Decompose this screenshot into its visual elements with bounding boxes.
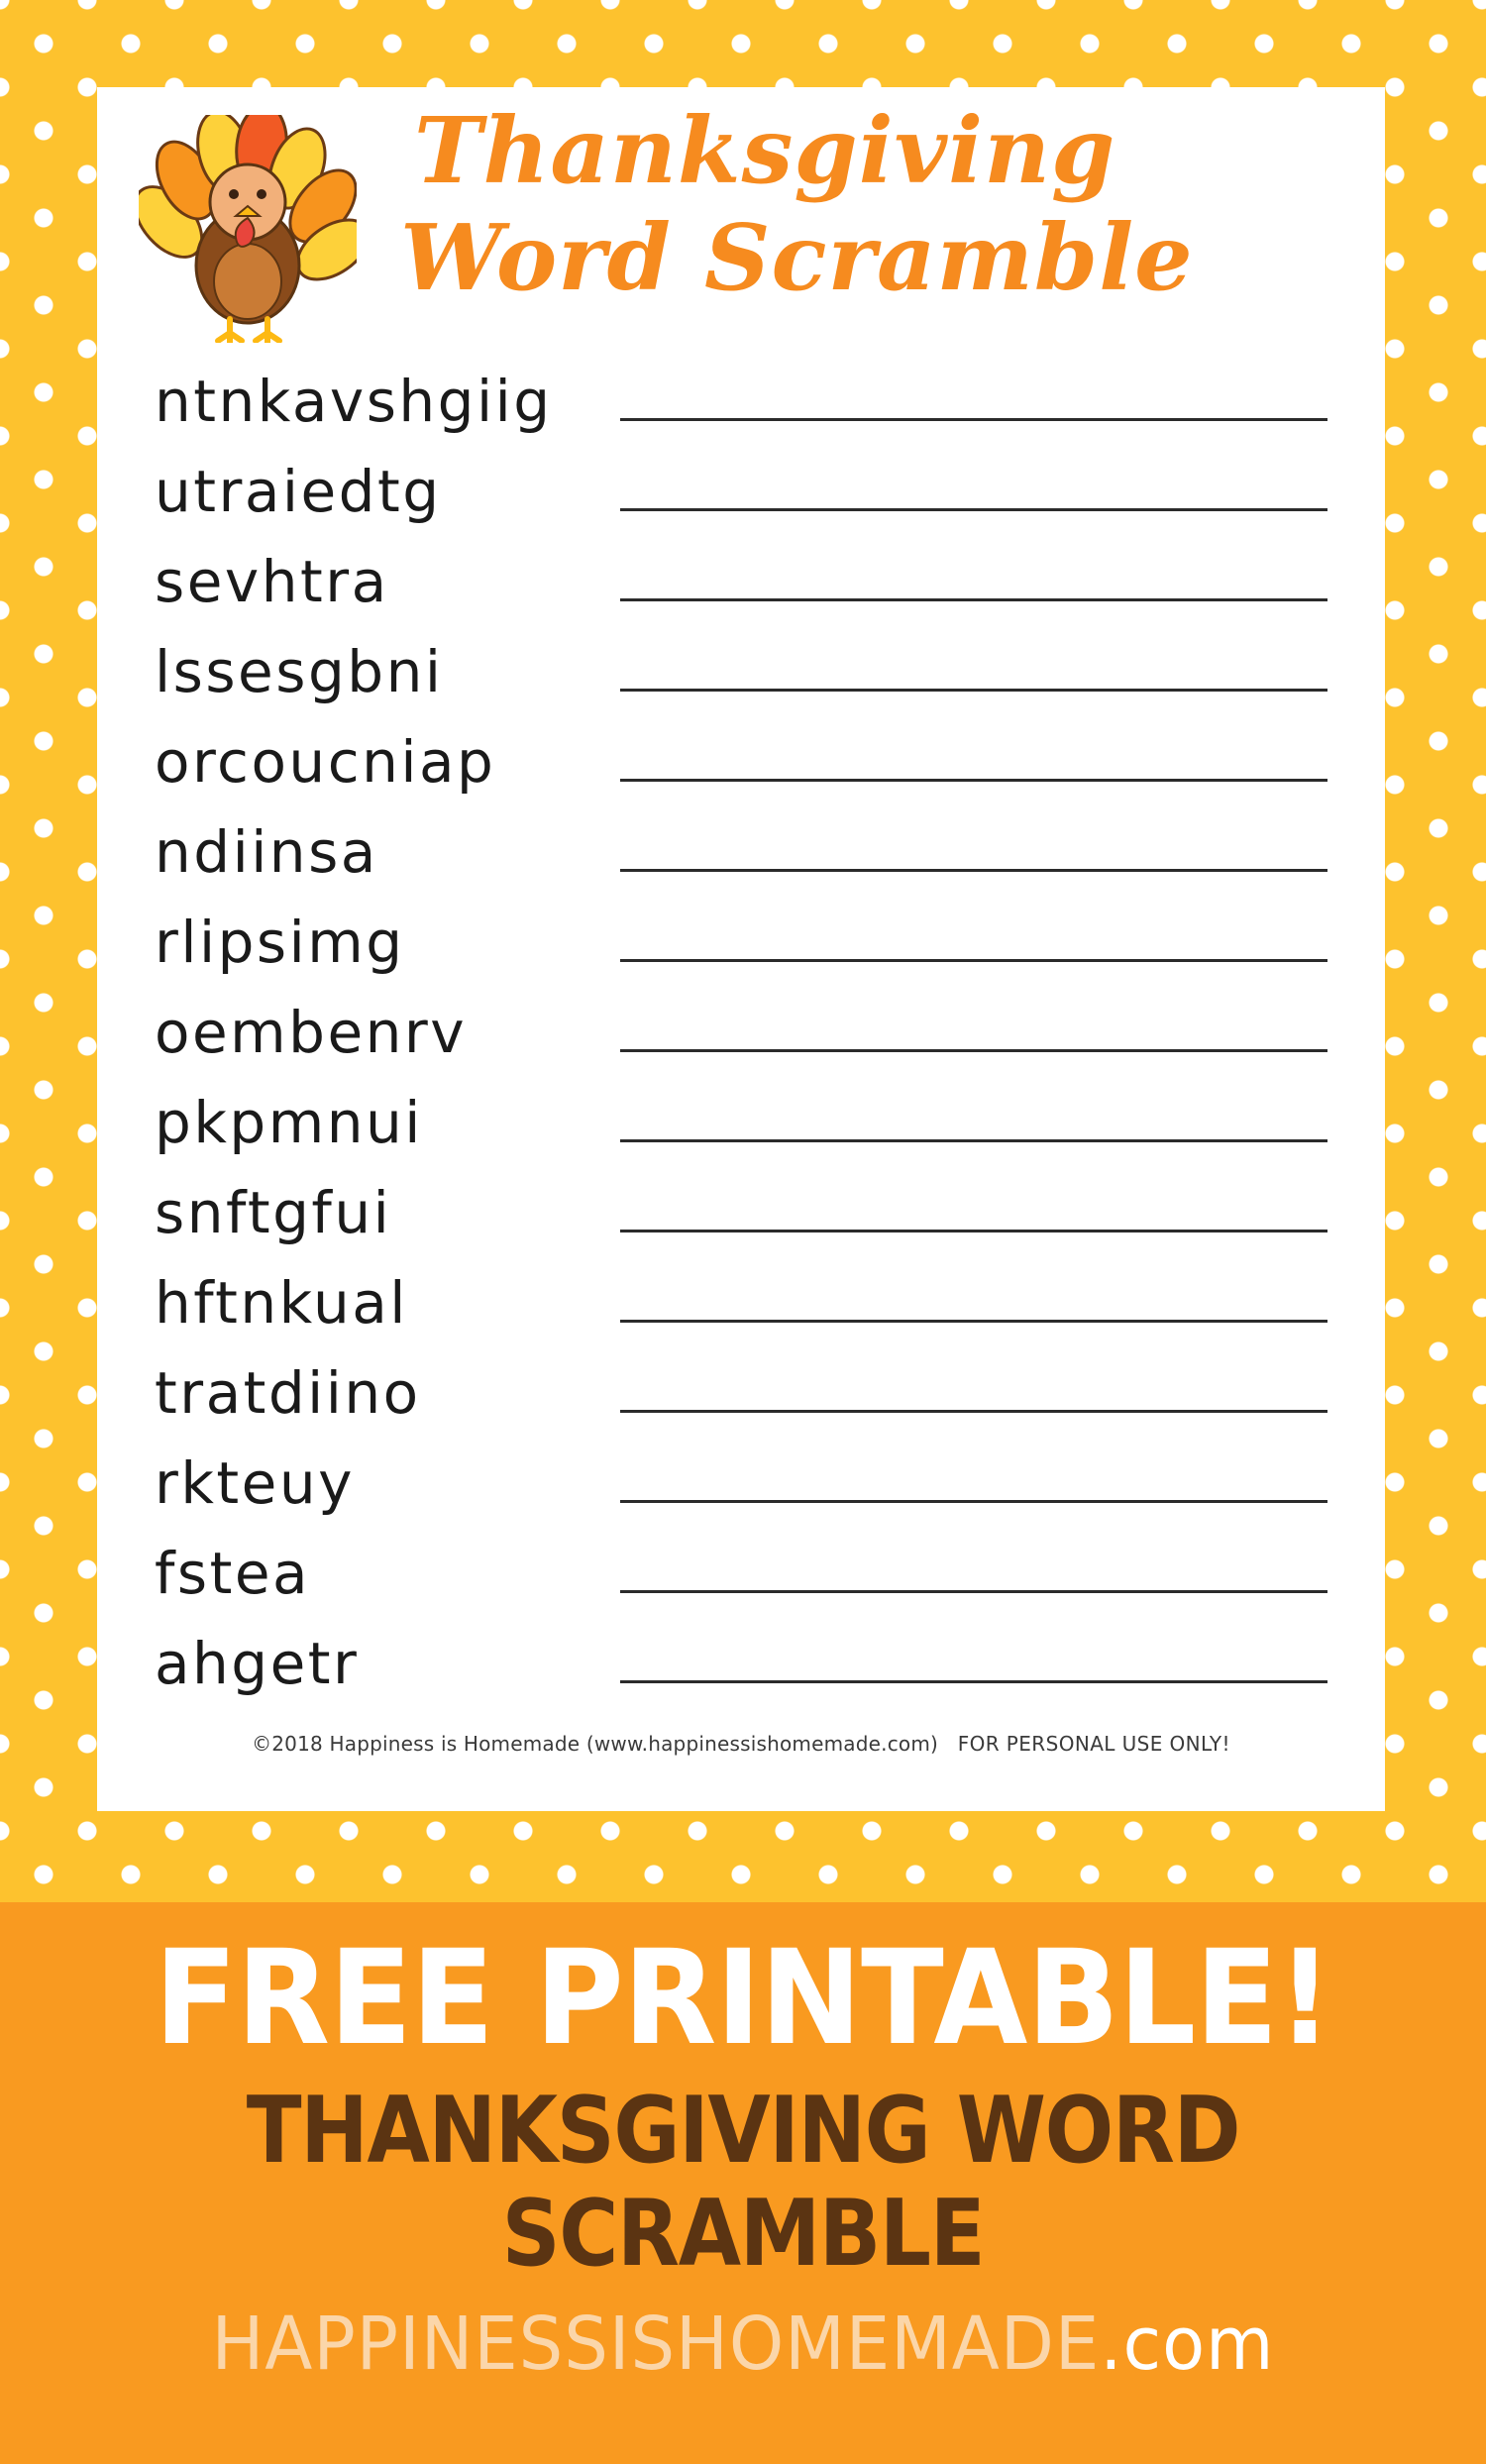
scrambled-word: ahgetr xyxy=(155,1630,360,1697)
answer-line[interactable] xyxy=(620,817,1327,872)
scrambled-word: orcoucniap xyxy=(155,728,496,796)
word-row xyxy=(155,1358,1333,1448)
title-line-2: Word Scramble xyxy=(400,204,1194,311)
credit-footer xyxy=(97,1732,1385,1756)
scrambled-word: ntnkavshgiig xyxy=(155,368,553,435)
scrambled-word: utraiedtg xyxy=(155,458,442,525)
word-row xyxy=(155,1629,1333,1719)
word-row xyxy=(155,457,1333,547)
promo-banner xyxy=(0,1902,1486,2464)
banner-site-name: HAPPINESSISHOMEMADE xyxy=(211,2302,1101,2387)
scrambled-word: snftgfui xyxy=(155,1179,392,1246)
scrambled-word: pkpmnui xyxy=(155,1089,423,1156)
answer-line[interactable] xyxy=(620,637,1327,692)
answer-line[interactable] xyxy=(620,1268,1327,1323)
answer-line[interactable] xyxy=(620,1448,1327,1503)
scrambled-word: hftnkual xyxy=(155,1269,408,1337)
word-row xyxy=(155,637,1333,727)
title-line-1: Thanksgiving xyxy=(414,97,1116,204)
banner-site-tld: .com xyxy=(1100,2302,1275,2387)
banner-site xyxy=(38,2303,1449,2386)
worksheet-sheet xyxy=(97,87,1385,1811)
scrambled-word: oembenrv xyxy=(155,999,468,1066)
scrambled-word: tratdiino xyxy=(155,1359,421,1427)
scrambled-word: fstea xyxy=(155,1540,311,1607)
answer-line[interactable] xyxy=(620,1178,1327,1232)
credit-usage: FOR PERSONAL USE ONLY! xyxy=(957,1732,1230,1756)
scrambled-word: rkteuy xyxy=(155,1449,355,1517)
word-row xyxy=(155,547,1333,637)
answer-line[interactable] xyxy=(620,367,1327,421)
credit-copyright: ©2018 Happiness is Homemade (www.happinessishomemade.com) xyxy=(252,1732,939,1756)
banner-subhead: THANKSGIVING WORD SCRAMBLE xyxy=(246,2077,1240,2287)
answer-line[interactable] xyxy=(620,1539,1327,1593)
scrambled-word: lssesgbni xyxy=(155,638,444,705)
word-row xyxy=(155,727,1333,817)
answer-line[interactable] xyxy=(620,1358,1327,1413)
answer-line[interactable] xyxy=(620,457,1327,511)
worksheet-header xyxy=(97,87,1385,355)
scrambled-word: sevhtra xyxy=(155,548,389,615)
answer-line[interactable] xyxy=(620,998,1327,1052)
word-row xyxy=(155,367,1333,457)
answer-line[interactable] xyxy=(620,727,1327,782)
word-row xyxy=(155,998,1333,1088)
word-row xyxy=(155,908,1333,998)
word-row xyxy=(155,1178,1333,1268)
page-title xyxy=(394,97,1365,311)
word-row xyxy=(155,817,1333,908)
turkey-icon xyxy=(139,115,357,343)
word-row xyxy=(155,1448,1333,1539)
word-row xyxy=(155,1539,1333,1629)
scrambled-word: rlipsimg xyxy=(155,909,405,976)
word-list xyxy=(155,367,1333,1719)
scrambled-word: ndiinsa xyxy=(155,818,378,886)
word-row xyxy=(155,1088,1333,1178)
answer-line[interactable] xyxy=(620,908,1327,962)
word-row xyxy=(155,1268,1333,1358)
answer-line[interactable] xyxy=(620,1629,1327,1683)
answer-line[interactable] xyxy=(620,547,1327,601)
banner-headline: FREE PRINTABLE! xyxy=(154,1922,1332,2075)
answer-line[interactable] xyxy=(620,1088,1327,1142)
